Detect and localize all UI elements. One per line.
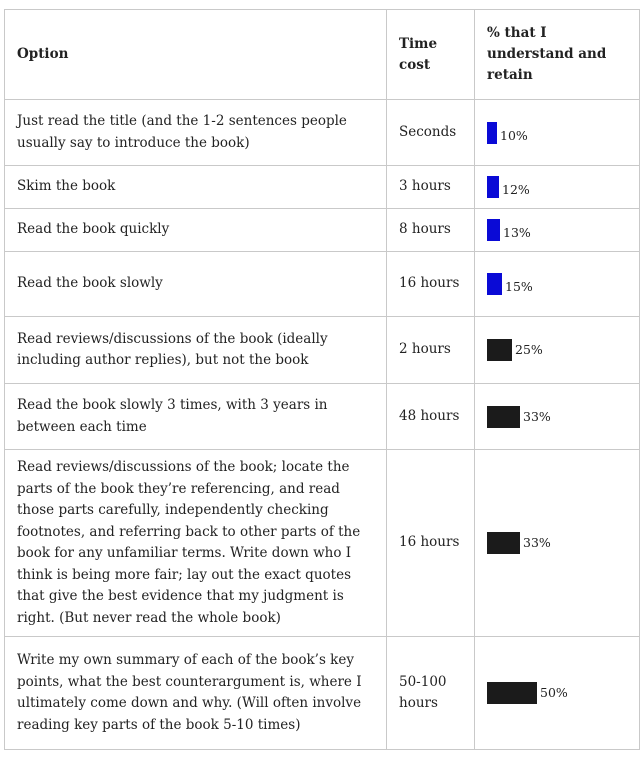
retain-bar: [487, 176, 499, 198]
retain-bar-wrap: [487, 216, 627, 244]
option-cell: Read the book slowly 3 times, with 3 years in between each time: [5, 384, 387, 450]
retain-bar-wrap: [487, 270, 627, 298]
retain-bar: [487, 339, 512, 361]
retain-percent: 10%: [500, 127, 528, 143]
retain-cell: [475, 450, 640, 637]
table-row: [5, 100, 640, 166]
retain-bar: [487, 406, 520, 428]
table-row: [5, 209, 640, 252]
retain-bar: [487, 682, 537, 704]
retain-bar-wrap: [487, 406, 627, 428]
retain-cell: [475, 209, 640, 252]
table-row: [5, 166, 640, 209]
retain-bar: [487, 273, 502, 295]
table-row: [5, 317, 640, 384]
option-cell: Just read the title (and the 1-2 sentences people usually say to introduce the book): [5, 100, 387, 166]
retain-cell: [475, 100, 640, 166]
time-cost-cell: 48 hours: [387, 384, 475, 450]
retain-percent: 33%: [523, 408, 551, 424]
retain-bar-wrap: [487, 532, 627, 554]
retain-bar: [487, 122, 497, 144]
retain-bar: [487, 219, 500, 241]
option-cell: Read the book slowly: [5, 252, 387, 317]
retain-bar-wrap: [487, 682, 627, 704]
retain-bar-wrap: [487, 173, 627, 201]
header-time-cost: Time cost: [387, 10, 475, 100]
retain-percent: 33%: [523, 535, 551, 550]
table-row: [5, 384, 640, 450]
retain-percent: 12%: [502, 182, 530, 197]
table-row: [5, 450, 640, 637]
retain-percent: 25%: [515, 342, 543, 357]
option-cell: Write my own summary of each of the book’s key points, what the best counterargument is, where I ultimately come down and why. (Will often involve reading key parts of the book 5-10 times): [5, 637, 387, 750]
option-cell: Read reviews/discussions of the book (ideally including author replies), but not the book: [5, 317, 387, 384]
retain-cell: [475, 384, 640, 450]
retain-bar-wrap: [487, 339, 627, 361]
retain-cell: [475, 637, 640, 750]
header-option: Option: [5, 10, 387, 100]
time-cost-cell: 50-100 hours: [387, 637, 475, 750]
retain-bar-wrap: [487, 119, 627, 147]
option-cell: Read reviews/discussions of the book; locate the parts of the book they’re referencing, and read those parts carefully, independently checking footnotes, and referring back to other parts of the book for any unfamiliar terms. Write down who I think is being more fair; lay out the exact quotes that give the best evidence that my judgment is right. (But never read the whole book): [5, 450, 387, 637]
header-retain: % that I understand and retain: [475, 10, 640, 100]
retain-cell: [475, 166, 640, 209]
comparison-table: [4, 9, 640, 750]
time-cost-cell: 3 hours: [387, 166, 475, 209]
retain-percent: 50%: [540, 685, 568, 700]
retain-percent: 13%: [503, 225, 531, 240]
option-cell: Skim the book: [5, 166, 387, 209]
retain-cell: [475, 317, 640, 384]
table-body: [5, 100, 640, 750]
option-cell: Read the book quickly: [5, 209, 387, 252]
time-cost-cell: Seconds: [387, 100, 475, 166]
time-cost-cell: 8 hours: [387, 209, 475, 252]
retain-percent: 15%: [505, 279, 533, 294]
retain-cell: [475, 252, 640, 317]
retain-bar: [487, 532, 520, 554]
time-cost-cell: 2 hours: [387, 317, 475, 384]
table-row: [5, 637, 640, 750]
header-row: [5, 10, 640, 100]
time-cost-cell: 16 hours: [387, 450, 475, 637]
time-cost-cell: 16 hours: [387, 252, 475, 317]
table-row: [5, 252, 640, 317]
